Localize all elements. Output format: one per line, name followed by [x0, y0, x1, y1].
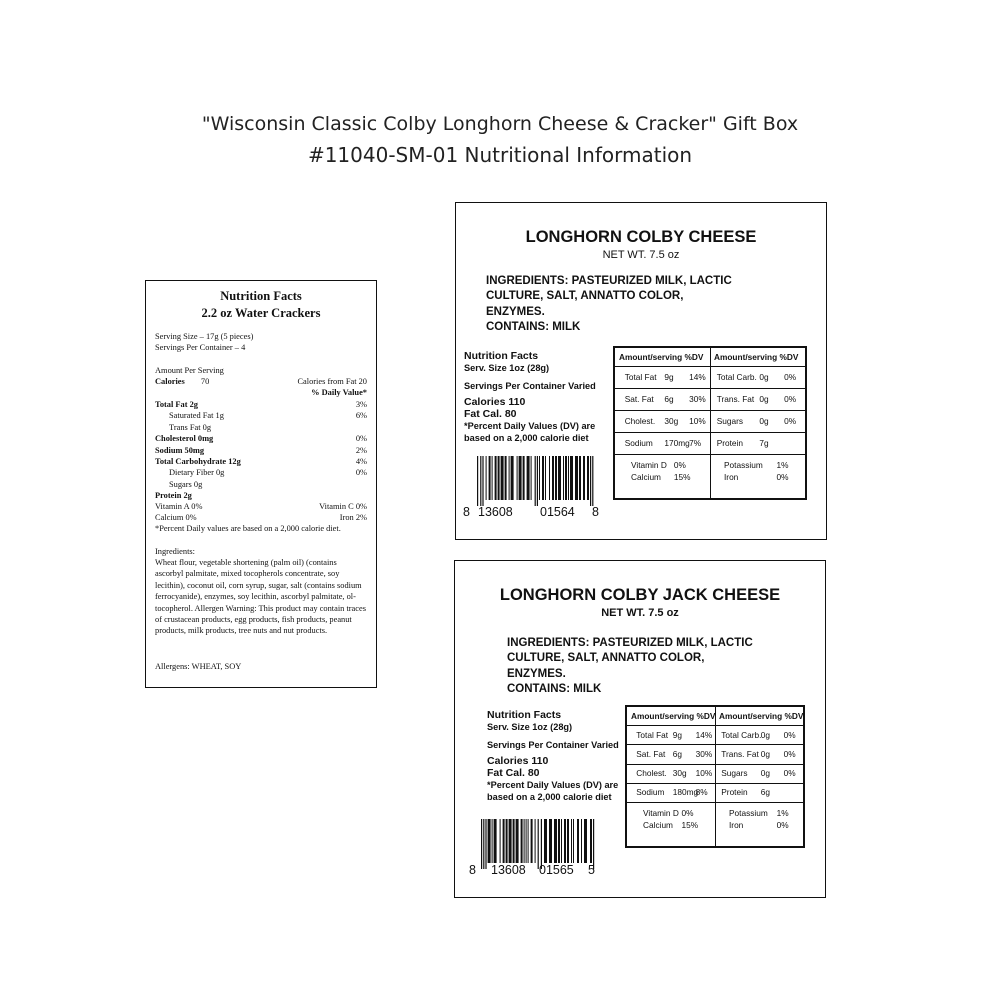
nutrition-summary — [464, 350, 596, 444]
nutrient-cell: 0g — [759, 416, 769, 426]
nutrition-facts-title: Nutrition Facts — [464, 350, 539, 362]
nutrient-cell: 0% — [783, 768, 796, 779]
nutrient-cell: 30g — [672, 768, 687, 779]
nutrient-cell: Trans. Fat — [721, 748, 759, 759]
barcode-bar — [477, 456, 478, 506]
table-rule — [627, 744, 803, 745]
nutrient-cell: 0g — [759, 372, 769, 382]
nutrient-cell: 30g — [664, 416, 679, 426]
nutrient-cell: 0% — [784, 416, 797, 426]
barcode-bar — [486, 456, 487, 500]
table-header: Amount/serving %DV — [714, 352, 799, 362]
barcode-bar — [590, 819, 592, 863]
nutrient-dv: 3% — [355, 400, 367, 409]
nutrient-dv: 6% — [355, 411, 367, 421]
nutrient-label: Protein 2g — [155, 491, 192, 501]
barcode-bar — [509, 819, 512, 863]
vitamin-name: Calcium — [643, 820, 673, 830]
barcode-bar — [563, 456, 564, 500]
serving-size: Serving Size – 17g (5 pieces) — [155, 332, 254, 341]
calories-row — [155, 376, 367, 387]
table-rule — [615, 410, 805, 411]
mineral-dv: 0% — [776, 820, 789, 830]
nutrition-table — [613, 346, 807, 500]
nutrient-cell: Cholest. — [636, 768, 667, 779]
cracker-nutrition-label — [145, 280, 377, 688]
barcode-bar — [531, 456, 532, 500]
nutrient-label: Total Carbohydrate 12g — [155, 457, 241, 466]
nutrient-cell: Sodium — [636, 787, 665, 798]
nutrient-dv: 4% — [355, 457, 367, 466]
nutrient-cell: 14% — [689, 372, 706, 382]
barcode-bar — [549, 819, 552, 863]
barcode-bar — [570, 456, 573, 500]
nutrient-cell: 7g — [759, 438, 769, 448]
barcode-bar — [483, 819, 484, 869]
mineral-name: Potassium — [729, 808, 768, 818]
barcode-bar — [509, 456, 510, 500]
barcode-bar — [552, 456, 554, 500]
barcode-bar — [521, 819, 523, 863]
ingredients-text: Wheat flour, vegetable shortening (palm oil) (contains ascorbyl palmitate, mixed tocopherols concentrate, soy lecithin), coconut oil, corn syrup, sugar, salt (contains sodium ferrocyanide), enzymes, soy lecithin, ascorbyl palmitate, ol-tocopherol. Allergen Warning: This product may contain traces of crustacean products, egg products, fish products, peanut products, milk products, tree nuts and nut products. — [155, 558, 366, 636]
barcode-bar — [575, 456, 578, 500]
barcode-bar — [535, 819, 536, 863]
barcode-bar — [561, 819, 562, 863]
barcode-bar — [492, 819, 493, 863]
nutrient-row — [155, 410, 367, 421]
barcode-bar — [535, 456, 536, 506]
nutrient-row — [155, 399, 367, 410]
nutrient-cell: 180mg — [672, 787, 699, 798]
dv-note: *Percent Daily Values (DV) are — [464, 421, 596, 431]
nutrient-cell: Total Carb. — [721, 729, 762, 740]
barcode-bar — [517, 456, 518, 500]
barcode-bar — [549, 456, 550, 500]
barcode-bar — [571, 819, 572, 863]
nutrient-cell: Protein — [721, 787, 748, 798]
amount-per-serving: Amount Per Serving — [155, 366, 224, 375]
barcode-bar — [581, 819, 582, 863]
nutrient-label: Trans Fat 0g — [169, 422, 212, 432]
barcode-bar — [558, 819, 560, 863]
servings-per-container: Servings Per Container Varied — [487, 740, 619, 750]
barcode-bar — [524, 819, 525, 863]
nutrient-cell: Sat. Fat — [624, 394, 654, 404]
table-rule — [627, 802, 803, 803]
vitamin-dv: 15% — [681, 820, 699, 830]
nutrient-label: Dietary Fiber 0g — [169, 468, 225, 478]
page-title: "Wisconsin Classic Colby Longhorn Cheese & Cracker" Gift Box — [201, 113, 799, 135]
nutrient-cell: 8% — [695, 787, 708, 798]
vitamin-dv: 15% — [673, 472, 691, 482]
contains-line: CONTAINS: MILK — [507, 682, 602, 695]
nutrient-cell: Sodium — [624, 438, 653, 448]
barcode-bar — [523, 456, 525, 500]
daily-value-footnote: *Percent Daily values are based on a 2,000 calorie diet. — [155, 524, 341, 533]
table-rule — [615, 388, 805, 389]
vitamin-dv: 0% — [681, 808, 694, 818]
table-rule — [615, 432, 805, 433]
serving-size: Serv. Size 1oz (28g) — [464, 363, 550, 373]
barcode-bar — [488, 819, 491, 863]
barcode-first-digit: 8 — [469, 863, 476, 877]
barcode-group-1: 13608 — [478, 505, 513, 519]
barcode-bar — [584, 819, 587, 863]
barcode-bar — [503, 819, 505, 863]
barcode-bar — [506, 819, 508, 863]
nutrient-cell: 30% — [695, 748, 713, 759]
nutrient-cell: 0% — [784, 394, 797, 404]
barcode-bar — [541, 819, 542, 869]
barcode-bar — [526, 819, 527, 863]
table-rule — [627, 725, 803, 726]
nutrition-table — [625, 705, 805, 848]
nutrient-cell: Cholest. — [624, 416, 656, 426]
fat-calories: Fat Cal. 80 — [464, 408, 517, 420]
nutrient-label: Sodium 50mg — [155, 445, 205, 455]
nutrient-cell: 6g — [672, 748, 682, 759]
barcode-group-2: 01564 — [540, 505, 575, 519]
vitamin-row-2 — [155, 512, 367, 523]
barcode-bar — [545, 456, 546, 500]
barcode-group-1: 13608 — [491, 863, 526, 877]
barcode-bar — [558, 456, 561, 500]
barcode-bar — [494, 819, 497, 863]
nutrient-cell: Total Carb. — [716, 372, 757, 382]
barcode-bar — [583, 456, 585, 500]
nutrient-cell: 0% — [784, 372, 797, 382]
contains-line: CONTAINS: MILK — [486, 320, 581, 333]
nutrient-cell: 30% — [689, 394, 706, 404]
barcode-bar — [501, 456, 504, 500]
nutrient-row — [155, 479, 367, 490]
mineral-dv: 0% — [776, 472, 789, 482]
page-subtitle: #11040-SM-01 Nutritional Information — [307, 143, 693, 167]
nutrient-cell: 9g — [664, 372, 674, 382]
servings-per-container: Servings Per Container – 4 — [155, 343, 246, 352]
nutrient-cell: 6g — [760, 787, 770, 798]
barcode-check-digit: 5 — [588, 863, 595, 877]
barcode-bar — [555, 456, 557, 500]
ingredients-line: ENZYMES. — [507, 667, 566, 680]
barcode-bar — [492, 456, 493, 500]
barcode-bar — [482, 456, 483, 506]
barcode-bar — [481, 819, 482, 869]
barcode-bar — [539, 456, 540, 500]
barcode-bar — [568, 456, 569, 500]
nutrient-cell: Sugars — [716, 416, 743, 426]
fat-calories: Fat Cal. 80 — [487, 767, 540, 779]
calories: Calories 110 — [464, 396, 526, 408]
nutrition-summary — [487, 709, 619, 803]
product-name: LONGHORN COLBY CHEESE — [525, 228, 757, 246]
barcode-bar — [480, 456, 481, 506]
ingredients — [507, 636, 753, 697]
barcode-bar — [565, 456, 567, 500]
vitamin-name: Vitamin D — [643, 808, 679, 818]
barcode-bar — [573, 819, 574, 863]
barcode-bar — [544, 819, 547, 863]
barcode-bar — [511, 456, 514, 500]
vitamin-name: Vitamin D — [631, 460, 667, 470]
table-divider — [715, 707, 716, 846]
ingredients-line: INGREDIENTS: PASTEURIZED MILK, LACTIC — [486, 275, 732, 287]
calories-from-fat: Calories from Fat 20 — [297, 377, 367, 386]
table-divider — [710, 348, 711, 498]
mineral-name: Potassium — [724, 460, 763, 470]
nutrient-row — [155, 490, 367, 501]
dv-note: based on a 2,000 calorie diet — [487, 792, 612, 802]
ingredients-line: CULTURE, SALT, ANNATTO COLOR, — [486, 290, 684, 303]
nutrient-cell: 14% — [695, 729, 713, 740]
nutrient-label: Saturated Fat 1g — [169, 411, 224, 421]
calories-value: 70 — [200, 377, 210, 386]
nutrient-cell: 10% — [689, 416, 706, 426]
servings-per-container: Servings Per Container Varied — [464, 381, 596, 391]
barcode-bar — [528, 819, 529, 863]
table-rule — [615, 454, 805, 455]
nutrient-label: Cholesterol 0mg — [155, 434, 214, 444]
nutrient-cell: 0% — [783, 748, 796, 759]
cracker-product-name: 2.2 oz Water Crackers — [201, 306, 321, 320]
nutrient-cell: 10% — [695, 768, 713, 779]
barcode-bar — [579, 456, 581, 500]
barcode-bar — [542, 456, 544, 500]
nutrient-cell: 0% — [783, 729, 796, 740]
allergens: Allergens: WHEAT, SOY — [155, 662, 242, 671]
barcode-bar — [567, 819, 569, 863]
nutrient-cell: Sugars — [721, 768, 748, 779]
mineral-dv: 1% — [776, 808, 789, 818]
nutrition-facts-title: Nutrition Facts — [487, 709, 562, 721]
nutrient-cell: 0g — [760, 768, 770, 779]
barcode-bar — [516, 819, 519, 863]
cracker-heading: Nutrition Facts — [220, 289, 302, 303]
ingredients-line: CULTURE, SALT, ANNATTO COLOR, — [507, 652, 705, 665]
nutrient-dv: 0% — [355, 468, 367, 478]
barcode-bar — [587, 456, 589, 500]
table-rule — [627, 764, 803, 765]
barcode-bar — [564, 819, 566, 863]
product-name: LONGHORN COLBY JACK CHEESE — [499, 586, 781, 604]
vitamin-a: Vitamin A 0% — [155, 502, 203, 511]
nutrient-row — [155, 467, 367, 478]
colby-jack-cheese-label — [454, 560, 826, 898]
nutrient-cell: 7% — [689, 438, 702, 448]
vitamin-row-1 — [155, 501, 367, 512]
table-rule — [615, 366, 805, 367]
nutrient-dv: 0% — [355, 434, 367, 444]
nutrient-cell: 0g — [759, 394, 769, 404]
nutrient-cell: 9g — [672, 729, 682, 740]
nutrient-cell: Total Fat — [624, 372, 657, 382]
ingredients-line: INGREDIENTS: PASTEURIZED MILK, LACTIC — [507, 637, 753, 649]
ingredients-line: ENZYMES. — [486, 305, 545, 318]
mineral-name: Iron — [729, 820, 744, 830]
nutrient-cell: Sat. Fat — [636, 748, 666, 759]
nutrient-cell: 6g — [664, 394, 674, 404]
barcode-bar — [577, 819, 579, 863]
vitamin-name: Calcium — [631, 472, 661, 482]
barcode-bar — [554, 819, 557, 863]
ingredients-label: Ingredients: — [155, 547, 196, 556]
nutrient-row — [155, 456, 367, 467]
table-header: Amount/serving %DV — [619, 352, 704, 362]
mineral-name: Iron — [724, 472, 739, 482]
calories: Calories 110 — [487, 755, 549, 767]
barcode-bar — [505, 456, 507, 500]
table-header: Amount/serving %DV — [631, 711, 716, 721]
vitamin-c: Vitamin C 0% — [319, 502, 367, 511]
calcium: Calcium 0% — [155, 513, 197, 522]
barcode — [479, 819, 601, 869]
nutrient-row — [155, 445, 367, 456]
nutrient-cell: 170mg — [664, 438, 690, 448]
barcode-bar — [519, 456, 522, 500]
barcode-group-2: 01565 — [539, 863, 574, 877]
daily-value-header: % Daily Value* — [311, 388, 367, 397]
barcode-bar — [538, 819, 539, 869]
barcode — [475, 456, 597, 506]
iron: Iron 2% — [339, 513, 367, 522]
ingredients — [486, 274, 732, 335]
barcode-bar — [593, 819, 594, 869]
nutrient-row — [155, 422, 367, 433]
barcode-bar — [537, 456, 538, 506]
dv-note: based on a 2,000 calorie diet — [464, 433, 589, 443]
nutrient-cell: Trans. Fat — [716, 394, 755, 404]
barcode-bar — [500, 819, 501, 863]
barcode-check-digit: 8 — [592, 505, 599, 519]
barcode-first-digit: 8 — [463, 505, 470, 519]
mineral-dv: 1% — [776, 460, 789, 470]
barcode-bar — [592, 456, 593, 506]
net-weight: NET WT. 7.5 oz — [602, 249, 680, 261]
nutrient-cell: Protein — [716, 438, 743, 448]
barcode-bar — [489, 456, 491, 500]
barcode-bar — [485, 819, 486, 869]
nutrient-cell: Total Fat — [636, 729, 669, 740]
net-weight: NET WT. 7.5 oz — [601, 607, 679, 619]
barcode-bar — [498, 456, 500, 500]
table-header: Amount/serving %DV — [719, 711, 804, 721]
nutrient-dv: 2% — [355, 445, 367, 455]
table-rule — [627, 783, 803, 784]
vitamin-dv: 0% — [673, 460, 686, 470]
barcode-bar — [513, 819, 515, 863]
barcode-bar — [531, 819, 533, 863]
barcode-bar — [590, 456, 591, 506]
barcode-bar — [495, 456, 497, 500]
nutrient-label: Sugars 0g — [169, 479, 203, 489]
colby-cheese-label — [455, 202, 827, 540]
calories-label: Calories — [155, 377, 185, 386]
serving-size: Serv. Size 1oz (28g) — [487, 722, 573, 732]
barcode-bar — [527, 456, 530, 500]
nutrient-cell: 0g — [760, 748, 770, 759]
dv-note: *Percent Daily Values (DV) are — [487, 780, 619, 790]
nutrient-label: Total Fat 2g — [155, 400, 198, 409]
nutrient-cell: 0g — [760, 729, 770, 740]
daily-value-header-row — [155, 387, 367, 398]
nutrient-row — [155, 433, 367, 444]
